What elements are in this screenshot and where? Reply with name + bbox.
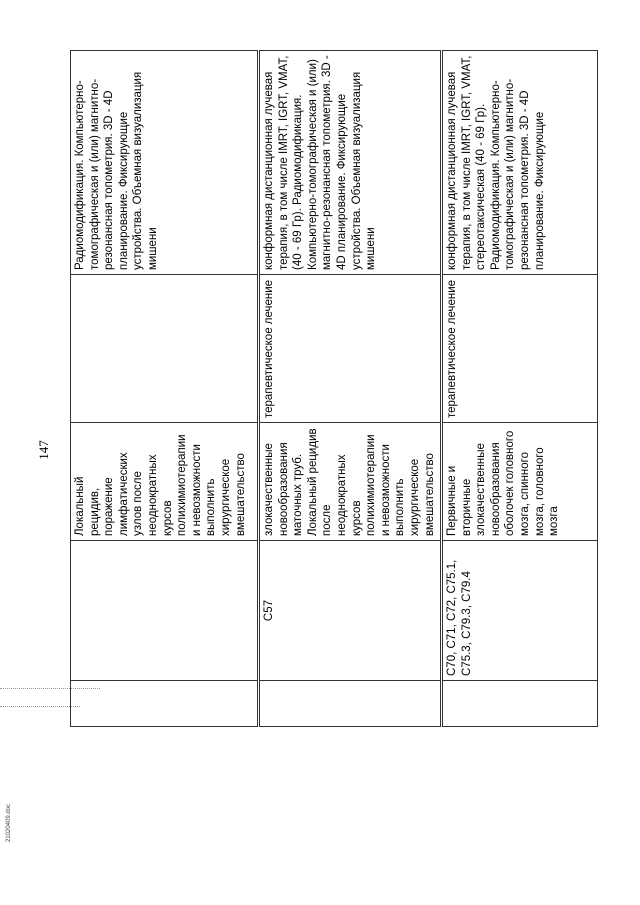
table-row [442, 51, 598, 727]
diagnosis-cell: Локальный рецидив, поражение лимфатических узлов после неоднократных курсов полихимиотерапии и невозможности выполнить хирургическое вмешательство [71, 423, 259, 541]
treatment-type-cell: терапевтическое лечение [259, 275, 442, 423]
code-cell: C57 [259, 541, 442, 681]
treatment-type-cell [71, 275, 259, 423]
diagnosis-cell: Первичные и вторичные злокачественные новообразования оболочек головного мозга, спинного мозга, головного мозга [442, 423, 598, 541]
diagnosis-cell: злокачественные новообразования маточных труб. Локальный рецидив после неоднократных курсов полихимиотерапии и невозможности выполнить хирургическое вмешательство [259, 423, 442, 541]
document-filename: 21020409.doc [6, 803, 13, 843]
treatment-table [70, 50, 598, 727]
method-cell: конформная дистанционная лучевая терапия, в том числе IMRT, IGRT, VMAT, (40 - 69 Гр). Радиомодификация. Компьютерно-томографическая и (или) магнитно-резонансная топометрия. 3D - 4D планирование. Фиксирующие устройства. Объемная визуализация мишени [259, 51, 442, 275]
code-cell: C70, C71, C72, C75.1, C75.3, C79.3, C79.4 [442, 541, 598, 681]
treatment-type-cell: терапевтическое лечение [442, 275, 598, 423]
method-cell: Радиомодификация. Компьютерно-томографическая и (или) магнитно-резонансная топометрия. 3D - 4D планирование. Фиксирующие устройства. Объемная визуализация мишени [71, 51, 259, 275]
rotated-table-container [70, 51, 596, 727]
method-cell: конформная дистанционная лучевая терапия, в том числе IMRT, IGRT, VMAT, стереотаксическая (40 - 69 Гр). Радиомодификация. Компьютерно-томографическая и (или) магнитно-резонансная топометрия. 3D - 4D планирование. Фиксирующие [442, 51, 598, 275]
table-row [71, 51, 259, 727]
code-cell [71, 541, 259, 681]
row-number-cell [259, 681, 442, 727]
table-row [259, 51, 442, 727]
page-number: 147 [35, 440, 51, 460]
row-number-cell [442, 681, 598, 727]
row-number-cell [71, 681, 259, 727]
scan-mark-bottom [0, 706, 80, 707]
